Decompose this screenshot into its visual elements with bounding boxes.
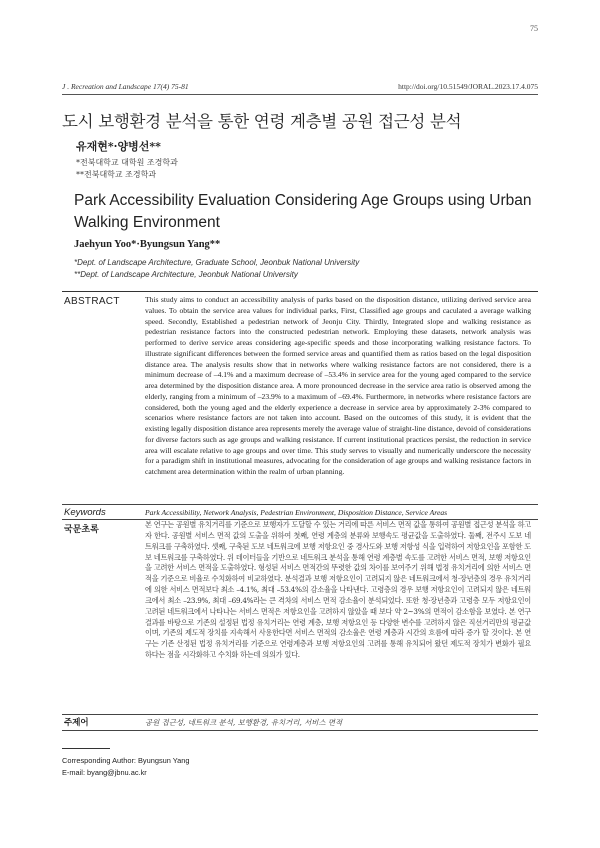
korean-affiliation-1: *전북대학교 대학원 조경학과 (76, 158, 178, 167)
english-authors: Jaehyun Yoo*·Byungsun Yang** (74, 239, 221, 250)
author-email[interactable]: E-mail: byang@jbnu.ac.kr (62, 768, 147, 777)
keywords-heading: Keywords (64, 507, 106, 518)
korean-keywords-heading: 주제어 (64, 718, 89, 728)
korean-authors: 유재현*·양병선** (76, 140, 161, 153)
korean-keywords-bottom-divider (62, 730, 538, 731)
korean-affiliation-2: **전북대학교 조경학과 (76, 170, 157, 179)
korean-abstract-heading: 국문초록 (64, 525, 99, 535)
doi-link[interactable]: http://doi.org/10.51549/JORAL.2023.17.4.075 (398, 82, 538, 91)
abstract-heading: ABSTRACT (64, 296, 120, 307)
abstract-text: This study aims to conduct an accessibility analysis of parks based on the disposition distance, utilizing derived service area values. To obtain the service area values for individual parks, First, Classified age groups and caculated a average walking speed. Secondly, Established a pedestrian network of Jeonju City. Thirdly, Integrated slope and walking resistance as pedestrian resistance factors into the constructed pedestrian network. Employing these datasets, network analysis was performed to derive service areas considering age-specific speeds and those incorporating walking resistance factors. To illustrate significant differences between the formed service areas and quantified them as ratios based on the legal disposition distance area. The analysis results show that in networks where walking resistance factors are not considered, there is a minimum decrease of –4.1% and a maximum decrease of –53.4% in service area for the young aged compared to the service area determined by the disposition distance area. A more pronounced decrease in the service area ratio is observed among the elderly, ranging from a minimum of –23.9% to a maximum of –69.4%. Furthermore, in networks where resistance factors are considered, both the young aged and the elderly experience a decrease in service area by approximately 2-3% compared to scenarios where resistance factors are not taken into account. Based on the outcomes of this study, it is evident that the existing legally disposition distance area represents merely the average value of straight-line distance, devoid of considerations for diverse factors such as age groups and walking resistance. If current institutional practices persist, the reduction in service area will escalate relative to age groups and over time. This study serves to visually and numerically underscore the necessity for a paradigm shift in institutional measures, advocating for the consideration of age groups and walking resistance factors in catchment area determination within the realm of urban planning. (145, 295, 531, 476)
english-affiliation-1: *Dept. of Landscape Architecture, Graduate School, Jeonbuk National University (74, 258, 360, 267)
abstract-divider (62, 291, 538, 292)
english-affiliation-2: **Dept. of Landscape Architecture, Jeonbuk National University (74, 270, 298, 279)
korean-title: 도시 보행환경 분석을 통한 연령 계층별 공원 접근성 분석 (62, 112, 462, 131)
korean-abstract-text: 본 연구는 공원별 유치거리를 기준으로 보행자가 도달할 수 있는 거리에 따른 서비스 면적 값을 통하여 공원별 접근성 분석을 하고자 한다. 공원별 서비스 면적 값의 도출을 위하여 첫째, 연령 계층의 분류와 보행속도 평균값을 도출하였다. 둘째, 전주시 도보 네트워크를 구축하였다. 셋째, 구축된 도보 네트워크에 보행 저항요인 중 경사도와 보행 저항성 식을 입력하여 저항요인을 포함한 도보 네트워크를 구축하였다. 위 데이터들을 기반으로 네트워크 분석을 통해 연령 계층별 속도를 고려한 서비스 면적, 보행 저항요인을 고려한 서비스 면적을 도출하였다. 형성된 서비스 면적간의 뚜렷한 값의 차이를 보여주기 위해 법정 유치거리에 의한 서비스 면적을 기준으로 비율로 수치화하여 비교하였다. 분석결과 보행 저항요인이 고려되지 않은 네트워크에서 청·장년층의 경우 유치거리에 의한 서비스 면적보다 최소 –4.1%, 최대 –53.4%의 감소율을 나타낸다. 고령층의 경우 보행 저항요인이 고려되지 않은 네트워크에서 최소 –23.9%, 최대 –69.4%라는 큰 격차의 서비스 면적 감소율이 분석되었다. 또한 청·장년층과 고령층 모두 저항요인이 고려된 네트워크에서 나타나는 서비스 면적은 저항요인을 고려하지 않았을 때 보다 약 2~3%의 면적이 감소함을 보였다. 본 연구결과를 바탕으로 기존의 설정된 법정 유치거리는 연령 계층, 보행 저항요인 등 다양한 변수를 고려하지 않은 직선거리만의 평균값이며, 기존의 제도적 장치를 지속해서 사용한다면 서비스 면적의 감소율은 연령 계층과 시간의 흐름에 따라 증가 할 것이다. 본 연구는 기존 산정된 법정 유치거리를 기준으로 연령계층과 보행 저항요인의 고려를 통해 유치되어 왔던 제도적 장치가 변화가 필요하다는 점을 시각화하고 수치화 하는데 의의가 있다. (145, 520, 531, 660)
keywords-text: Park Accessibility, Network Analysis, Pedestrian Environment, Disposition Distance, Service Areas (145, 508, 448, 517)
journal-citation: J . Recreation and Landscape 17(4) 75-81 (62, 82, 189, 91)
footnote-rule (62, 748, 110, 749)
korean-keywords-divider (62, 714, 538, 715)
keywords-divider (62, 504, 538, 505)
corresponding-author: Corresponding Author: Byungsun Yang (62, 756, 190, 765)
english-title: Park Accessibility Evaluation Considering Age Groups using Urban Walking Environment (74, 192, 532, 231)
header-divider (62, 94, 538, 95)
page-number: 75 (530, 24, 538, 33)
korean-keywords-text: 공원 접근성, 네트워크 분석, 보행환경, 유치거리, 서비스 면적 (145, 718, 343, 727)
